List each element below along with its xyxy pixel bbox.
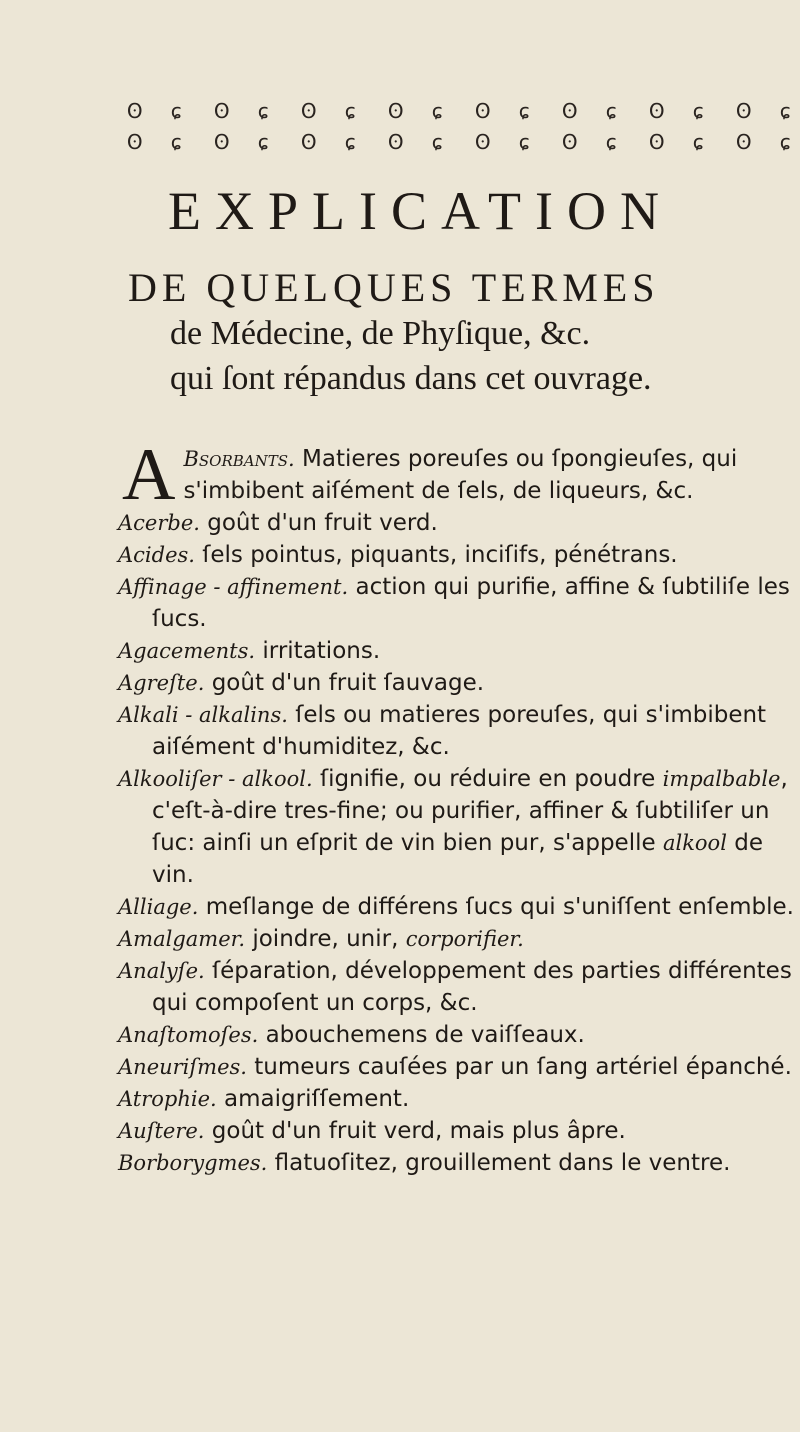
entry-term: Alkali - alkalins. bbox=[118, 703, 288, 727]
entry-definition: flatuoſitez, grouillement dans le ventre. bbox=[267, 1150, 731, 1176]
ornament-block bbox=[724, 98, 800, 158]
entry-term: Anaſtomoſes. bbox=[118, 1023, 259, 1047]
entry-definition: abouchemens de vaiſſeaux. bbox=[258, 1022, 585, 1048]
page-title: EXPLICATION bbox=[168, 181, 673, 241]
entry-definition: ſels ou matieres poreuſes, qui s'imbibent aiſément d'humiditez, &c. bbox=[152, 702, 767, 760]
glossary-entry bbox=[118, 1147, 798, 1179]
ornament-glyph: ɕ bbox=[431, 130, 443, 154]
ornament-glyph: ʘ bbox=[735, 130, 752, 154]
glossary-entry bbox=[118, 763, 798, 891]
entry-inline-term: impalbable bbox=[662, 767, 781, 791]
glossary-entry bbox=[118, 1051, 798, 1083]
ornament-glyph: ɕ bbox=[692, 130, 704, 154]
entry-definition: goût d'un fruit verd. bbox=[199, 510, 438, 536]
glossary-entry bbox=[118, 1115, 798, 1147]
entry-definition: meſlange de différens ſucs qui s'uniſſent enſemble. bbox=[198, 894, 794, 920]
entry-definition: ſéparation, développement des parties différentes qui compoſent un corps, &c. bbox=[152, 958, 792, 1016]
glossary-entry bbox=[118, 571, 798, 635]
entry-term: Alkooliſer - alkool. bbox=[118, 767, 313, 791]
entry-inline-term: corporifier. bbox=[405, 927, 524, 951]
ornament-glyph: ɕ bbox=[692, 99, 704, 123]
entry-definition: goût d'un fruit verd, mais plus âpre. bbox=[204, 1118, 626, 1144]
entry-definition: Matieres poreuſes ou ſpongieuſes, qui s'imbibent aiſément de ſels, de liqueurs, &c. bbox=[183, 446, 738, 504]
entry-term: Auſtere. bbox=[118, 1119, 205, 1143]
ornament-block bbox=[550, 98, 631, 158]
ornament-glyph: ʘ bbox=[561, 99, 578, 123]
entry-definition: amaigriſſement. bbox=[216, 1086, 410, 1112]
drop-cap: A bbox=[122, 434, 176, 516]
ornament-glyph: ʘ bbox=[213, 99, 230, 123]
ornament-glyph: ʘ bbox=[648, 99, 665, 123]
entry-term: Amalgamer. bbox=[118, 927, 246, 951]
glossary-entry bbox=[118, 507, 798, 539]
header-ornament bbox=[115, 98, 800, 158]
ornament-block bbox=[637, 98, 718, 158]
ornament-glyph: ɕ bbox=[518, 99, 530, 123]
entry-term: Bſorbants. bbox=[183, 447, 295, 471]
ornament-glyph: ɕ bbox=[605, 130, 617, 154]
ornament-glyph: ɕ bbox=[257, 130, 269, 154]
ornament-glyph: ɕ bbox=[779, 99, 791, 123]
ornament-glyph: ɕ bbox=[605, 99, 617, 123]
glossary-entry bbox=[118, 699, 798, 763]
entry-term: Acides. bbox=[118, 543, 195, 567]
ornament-glyph: ʘ bbox=[648, 130, 665, 154]
entry-definition: ſignifie, ou réduire en poudre bbox=[312, 766, 663, 792]
glossary-entry bbox=[118, 923, 798, 955]
glossary-entry bbox=[118, 891, 798, 923]
ornament-glyph: ɕ bbox=[344, 99, 356, 123]
ornament-glyph: ɕ bbox=[170, 130, 182, 154]
ornament-glyph: ɕ bbox=[779, 130, 791, 154]
ornament-glyph: ɕ bbox=[257, 99, 269, 123]
ornament-glyph: ɕ bbox=[431, 99, 443, 123]
glossary-entry bbox=[118, 635, 798, 667]
entry-term: Atrophie. bbox=[118, 1087, 217, 1111]
entry-definition: irritations. bbox=[255, 638, 381, 664]
entry-definition: action qui purifie, affine & ſubtiliſe les ſucs. bbox=[152, 574, 790, 632]
entry-term: Agreſte. bbox=[118, 671, 205, 695]
ornament-glyph: ɕ bbox=[170, 99, 182, 123]
ornament-glyph: ʘ bbox=[474, 99, 491, 123]
ornament-glyph: ʘ bbox=[387, 130, 404, 154]
ornament-glyph: ʘ bbox=[126, 99, 143, 123]
ornament-glyph: ʘ bbox=[474, 130, 491, 154]
entry-definition: goût d'un fruit ſauvage. bbox=[204, 670, 485, 696]
ornament-block bbox=[289, 98, 370, 158]
glossary-list bbox=[118, 434, 798, 1179]
ornament-glyph: ʘ bbox=[300, 130, 317, 154]
ornament-glyph: ʘ bbox=[735, 99, 752, 123]
entry-term: Affinage - affinement. bbox=[118, 575, 349, 599]
entry-definition: joindre, unir, bbox=[245, 926, 406, 952]
entry-definition: , c'eſt-à-dire tres-fine; ou purifier, affiner & ſubtiliſer un ſuc: ainſi un eſprit de vin bien pur, s'appelle bbox=[152, 766, 788, 856]
page-subtitle: DE QUELQUES TERMES bbox=[128, 265, 660, 310]
entry-definition: de vin. bbox=[152, 830, 763, 888]
entry-term: Analyſe. bbox=[118, 959, 205, 983]
entry-term: Agacements. bbox=[118, 639, 256, 663]
subtitle-line-2: de Médecine, de Phyſique, &c. bbox=[170, 315, 591, 352]
ornament-glyph: ʘ bbox=[213, 130, 230, 154]
glossary-entry bbox=[118, 434, 798, 516]
ornament-block bbox=[202, 98, 283, 158]
entry-term: Alliage. bbox=[118, 895, 199, 919]
glossary-entry bbox=[118, 539, 798, 571]
entry-term: Aneuriſmes. bbox=[118, 1055, 247, 1079]
ornament-glyph: ʘ bbox=[300, 99, 317, 123]
ornament-block bbox=[463, 98, 544, 158]
entry-inline-term: alkool bbox=[662, 831, 727, 855]
subtitle-line-3: qui ſont répandus dans cet ouvrage. bbox=[170, 360, 652, 397]
ornament-glyph: ʘ bbox=[126, 130, 143, 154]
ornament-block bbox=[376, 98, 457, 158]
entry-definition: tumeurs cauſées par un ſang artériel épanché. bbox=[246, 1054, 792, 1080]
glossary-entry bbox=[118, 1019, 798, 1051]
ornament-glyph: ʘ bbox=[387, 99, 404, 123]
glossary-entry bbox=[118, 955, 798, 1019]
glossary-entry bbox=[118, 1083, 798, 1115]
ornament-glyph: ɕ bbox=[518, 130, 530, 154]
entry-term: Acerbe. bbox=[118, 511, 200, 535]
ornament-glyph: ʘ bbox=[561, 130, 578, 154]
ornament-block bbox=[115, 98, 196, 158]
glossary-entry bbox=[118, 667, 798, 699]
entry-definition: ſels pointus, piquants, inciſifs, pénétrans. bbox=[194, 542, 678, 568]
entry-term: Borborygmes. bbox=[118, 1151, 268, 1175]
ornament-glyph: ɕ bbox=[344, 130, 356, 154]
